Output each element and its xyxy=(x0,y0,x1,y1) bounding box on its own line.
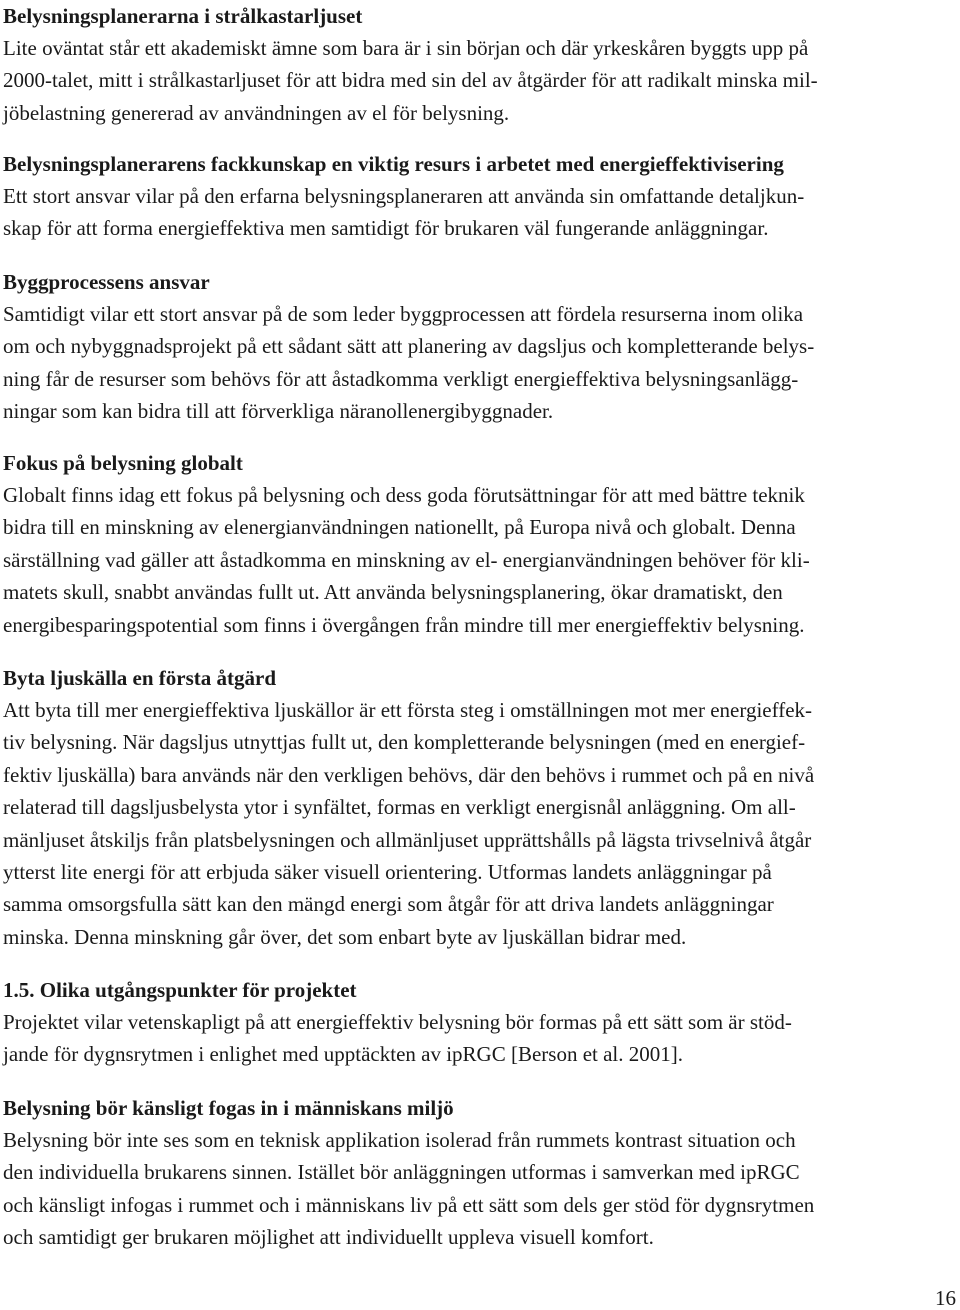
section-olika-utgangspunkter xyxy=(3,974,792,1071)
paragraph-line: Samtidigt vilar ett stort ansvar på de som leder byggprocessen att fördela resurserna inom olika xyxy=(3,302,804,326)
section-belysningsplanerarna xyxy=(3,0,818,129)
page-number: 16 xyxy=(935,1286,956,1310)
paragraph-line: jöbelastning genererad av användningen av el för belysning. xyxy=(3,100,510,125)
paragraph-line: jande för dygnsrytmen i enlighet med upptäckten av ipRGC [Berson et al. 2001]. xyxy=(3,1042,684,1067)
paragraph-line: ningar som kan bidra till att förverkliga näranollenergibyggnader. xyxy=(3,399,554,424)
paragraph-line: Lite oväntat står ett akademiskt ämne som bara är i sin början och där yrkeskåren byggts upp på xyxy=(3,36,809,60)
section-byta-ljuskalla xyxy=(3,662,814,953)
paragraph-line: Ett stort ansvar vilar på den erfarna belysningsplaneraren att använda sin omfattande detaljkun- xyxy=(3,184,805,208)
paragraph-line: Att byta till mer energieffektiva ljuskällor är ett första steg i omställningen mot mer energieffek- xyxy=(3,698,813,722)
paragraph-line: Projektet vilar vetenskapligt på att energieffektiv belysning bör formas på ett sätt som är stöd- xyxy=(3,1010,792,1034)
paragraph-line: tiv belysning. När dagsljus utnyttjas fullt ut, den kompletterande belysningen (med en energief- xyxy=(3,730,806,755)
paragraph-line: särställning vad gäller att åstadkomma en minskning av el- energianvändningen behöver för kli- xyxy=(3,547,810,572)
section-fackkunskap xyxy=(3,148,804,245)
paragraph-line: och samtidigt ger brukaren möjlighet att individuellt uppleva visuell komfort. xyxy=(3,1225,654,1250)
section-heading: 1.5. Olika utgångspunkter för projektet xyxy=(3,978,357,1002)
section-belysning-kansligt xyxy=(3,1092,814,1254)
section-fokus-globalt xyxy=(3,447,810,641)
paragraph-line: ytterst lite energi för att erbjuda säker visuell orientering. Utformas landets anläggningar på xyxy=(3,860,772,885)
paragraph-line: och känsligt infogas i rummet och i människans liv på ett sätt som dels ger stöd för dygnsrytmen xyxy=(3,1192,815,1217)
section-heading: Belysningsplanerarens fackkunskap en viktig resurs i arbetet med energieffektivisering xyxy=(3,152,784,176)
paragraph-line: Belysning bör inte ses som en teknisk applikation isolerad från rummets kontrast situation och xyxy=(3,1128,796,1152)
section-heading: Byggprocessens ansvar xyxy=(3,270,210,294)
paragraph-line: bidra till en minskning av elenergianvändningen nationellt, på Europa nivå och globalt. Denna xyxy=(3,515,796,540)
paragraph-line: ning får de resurser som behövs för att åstadkomma verkligt energieffektiva belysningsanlägg- xyxy=(3,366,799,391)
paragraph-line: den individuella brukarens sinnen. Istället bör anläggningen utformas i samverkan med ipRGC xyxy=(3,1160,800,1185)
section-heading: Belysning bör känsligt fogas in i människans miljö xyxy=(3,1096,454,1120)
paragraph-line: 2000-talet, mitt i strålkastarljuset för att bidra med sin del av åtgärder för att radikalt minska mil- xyxy=(3,68,818,93)
section-byggprocessens-ansvar xyxy=(3,266,814,428)
paragraph-line: Globalt finns idag ett fokus på belysning och dess goda förutsättningar för att med bättre teknik xyxy=(3,483,805,507)
paragraph-line: samma omsorgsfulla sätt kan den mängd energi som åtgår för att driva landets anläggningar xyxy=(3,892,774,917)
paragraph-line: relaterad till dagsljusbelysta ytor i synfältet, formas en verkligt energisnål anläggning. Om all- xyxy=(3,795,796,820)
paragraph-line: matets skull, snabbt användas fullt ut. Att använda belysningsplanering, ökar dramatiskt, den xyxy=(3,580,783,605)
section-heading: Belysningsplanerarna i strålkastarljuset xyxy=(3,4,363,28)
section-heading: Fokus på belysning globalt xyxy=(3,451,243,475)
paragraph-line: energibesparingspotential som finns i övergången från mindre till mer energieffektiv belysning. xyxy=(3,612,805,637)
paragraph-line: minska. Denna minskning går över, det som enbart byte av ljuskällan bidrar med. xyxy=(3,924,687,949)
paragraph-line: mänljuset åtskiljs från platsbelysningen och allmänljuset upprättshålls på lägsta trivselnivå åtgår xyxy=(3,827,812,852)
section-heading: Byta ljuskälla en första åtgärd xyxy=(3,666,276,690)
paragraph-line: om och nybyggnadsprojekt på ett sådant sätt att planering av dagsljus och kompletterande belys- xyxy=(3,334,815,359)
paragraph-line: fektiv ljuskälla) bara används när den verkligen behövs, där den behövs i rummet och på en nivå xyxy=(3,762,815,787)
paragraph-line: skap för att forma energieffektiva men samtidigt för brukaren väl fungerande anläggningar. xyxy=(3,216,769,241)
